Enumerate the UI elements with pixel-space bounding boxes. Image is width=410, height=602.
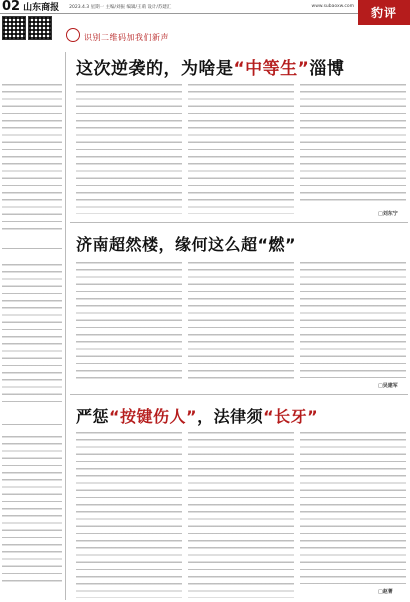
masthead	[0, 0, 410, 14]
article-body-column	[76, 84, 182, 214]
qr-code-icon	[28, 16, 52, 40]
issue-meta: 2023.4.3 星期一 主编/刘振 编辑/王萌 设计/苏建汇	[69, 4, 172, 10]
article-body-column	[300, 84, 406, 206]
slogan: 识别二维码加我们新声	[84, 33, 169, 42]
divider	[70, 222, 408, 223]
article-body-column	[300, 432, 406, 584]
article-headline: 济南超然楼，缘何这么超“燃”	[76, 235, 297, 254]
article-body-column	[76, 262, 182, 384]
divider	[70, 394, 408, 395]
article-body-column	[188, 84, 294, 214]
page-number: 02	[2, 0, 21, 14]
article-body-column	[76, 432, 182, 598]
divider	[2, 424, 62, 425]
article-headline: 这次逆袭的，为啥是“中等生”淄博	[76, 59, 345, 79]
sidebar-blurb	[2, 84, 62, 234]
article-byline: □刘东宁	[378, 211, 398, 217]
article-body-column	[188, 262, 294, 384]
website-url: www.subaoxw.com	[311, 4, 354, 9]
article-byline: □赵菁	[378, 589, 393, 595]
sidebar-blurb	[2, 436, 62, 586]
article-body-column	[188, 432, 294, 598]
divider	[2, 248, 62, 249]
sidebar-blurb	[2, 264, 62, 404]
article-body-column	[300, 262, 406, 378]
newspaper-brand: 山东商报	[23, 3, 60, 13]
sidebar	[0, 52, 66, 600]
article-headline: 严惩“按键伤人”，法律须“长牙”	[76, 407, 319, 426]
slogan-emblem-icon	[66, 28, 80, 42]
article-byline: □吴建军	[378, 383, 398, 389]
column-tag: 豹评	[358, 0, 410, 25]
qr-code-icon	[2, 16, 26, 40]
